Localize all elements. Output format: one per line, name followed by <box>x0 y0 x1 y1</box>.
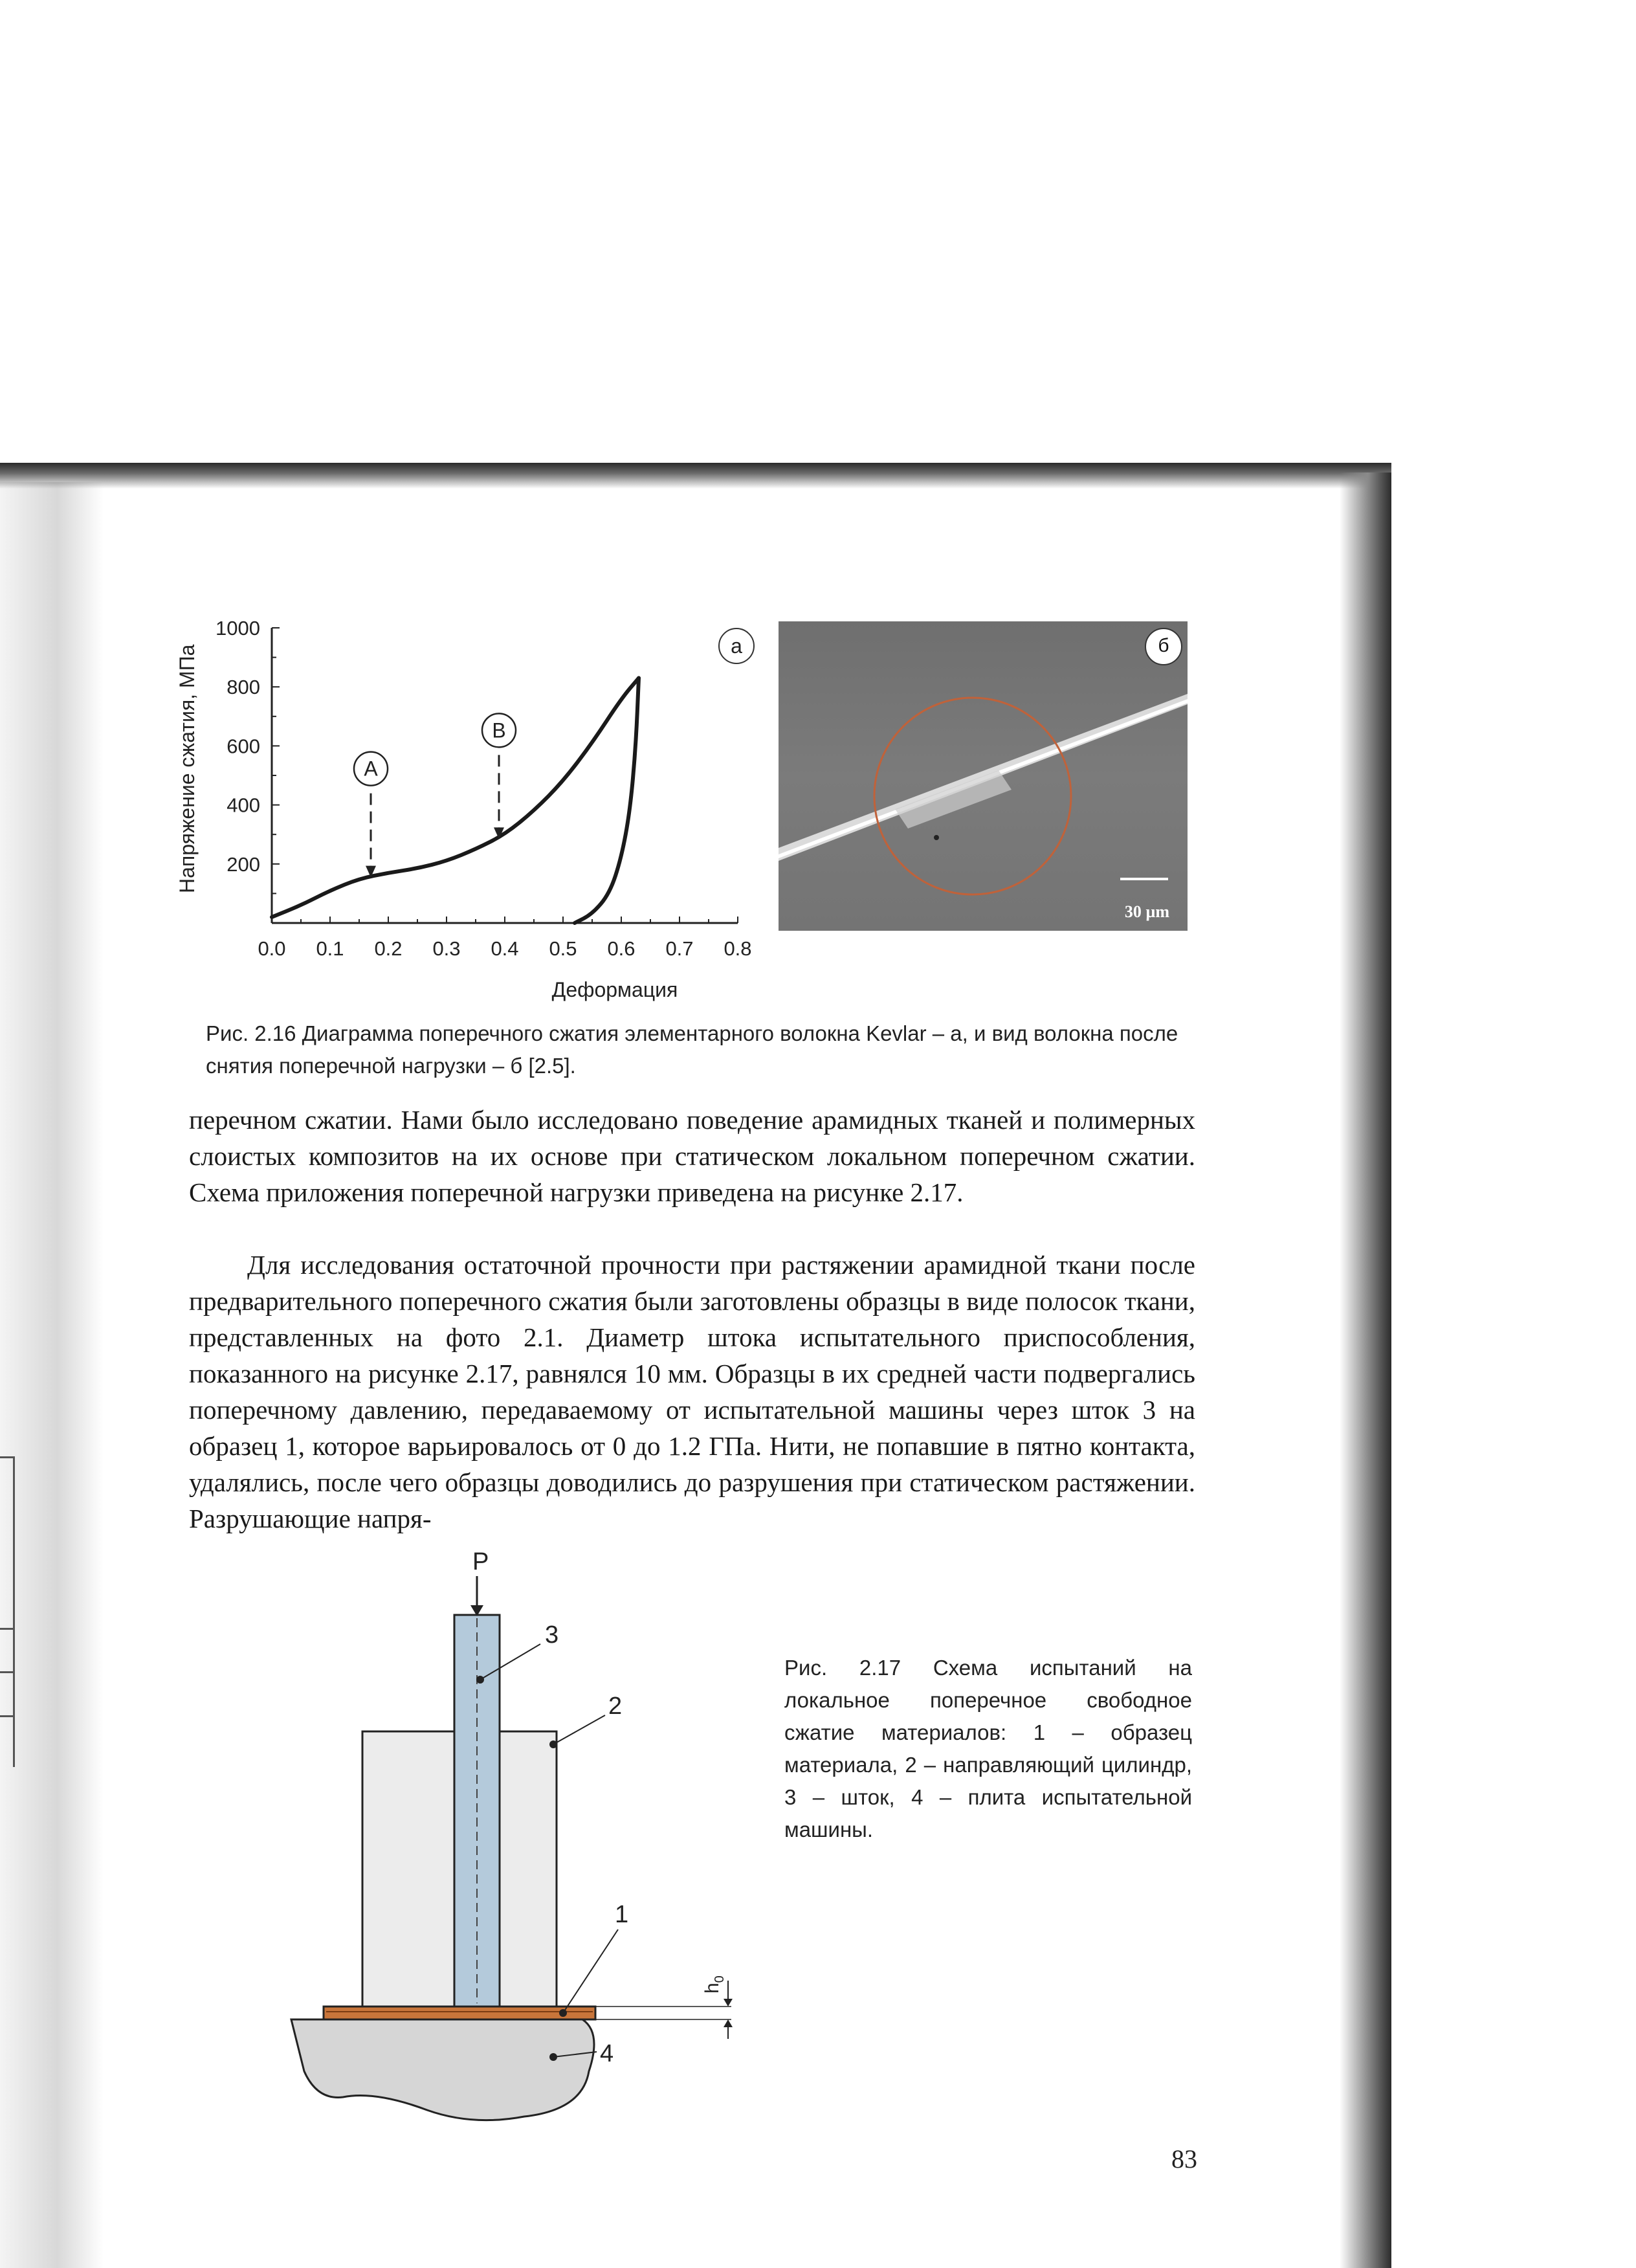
leader-dot <box>549 2053 557 2061</box>
x-tick-label: 0.4 <box>491 937 519 960</box>
sem-fiber-photo <box>779 621 1188 931</box>
label-4: 4 <box>600 2040 614 2067</box>
chart-annotations <box>354 713 516 877</box>
compression-chart <box>168 602 790 1016</box>
y-tick-label: 800 <box>227 676 260 699</box>
prev-page-line <box>0 1456 14 1458</box>
x-tick-label: 0.5 <box>549 937 577 960</box>
x-tick-label: 0.2 <box>374 937 403 960</box>
leader-1 <box>563 1929 618 2013</box>
x-tick-label: 0.6 <box>607 937 636 960</box>
panel-b-label: б <box>1145 628 1182 665</box>
panel-a-label: а <box>731 634 742 658</box>
sem-speck <box>934 835 939 840</box>
y-tick-label: 400 <box>227 794 260 817</box>
prev-page-line <box>0 1715 14 1717</box>
series-unloading <box>575 678 639 923</box>
label-2: 2 <box>608 1693 623 1720</box>
sem-fiber-image <box>779 621 1188 931</box>
y-tick-label: 600 <box>227 735 260 758</box>
leader-dot <box>559 2009 567 2017</box>
leader-dot <box>549 1740 557 1748</box>
prev-page-line <box>13 1456 15 1767</box>
figure-217-caption: Рис. 2.17 Схема испытаний на локальное поперечное свободное сжатие материалов: 1 – образец материала, 2 – направляющий цилиндр, 3 – шток, 4 – плита испытательной машины. <box>784 1656 1192 1841</box>
base-plate <box>291 2019 594 2120</box>
body-paragraph: перечном сжатии. Нами было исследовано поведение арамидных тканей и полимерных слоистых композитов на их основе при статическом локальном поперечном сжатии. Схема приложения поперечной нагрузки приведена на рисунке 2.17. <box>189 1105 1195 1207</box>
x-tick-label: 0.1 <box>316 937 344 960</box>
thickness-label: $h_0$ <box>702 1975 727 1994</box>
x-tick-label: 0.3 <box>432 937 461 960</box>
body-paragraph: Для исследования остаточной прочности при растяжении арамидной ткани после предварительного поперечного сжатия были заготовлены образцы в виде полосок ткани, представленных на фото 2.1. Диаметр штока испытательного приспособления, показанного на рисунке 2.17, равнялся 10 мм. Образцы в их средней части подвергались поперечному давлению, передаваемому от испытательной машины через шток 3 на образец 1, которое варьировалось от 0 до 1.2 ГПа. Нити, не попавшие в пятно контакта, удалялись, после чего образцы доводились до разрушения при статическом растяжении. Разрушающие напря- <box>189 1250 1195 1533</box>
scale-bar <box>1120 878 1168 880</box>
load-label: P <box>472 1548 489 1575</box>
dim-arrowhead <box>724 2019 733 2027</box>
prev-page-line <box>0 1628 14 1630</box>
test-scheme-diagram <box>278 1540 770 2123</box>
chart-y-ticks <box>216 617 280 893</box>
chart-x-label: Деформация <box>551 978 678 1001</box>
leader-2 <box>553 1715 605 1744</box>
page-right-shadow <box>1340 472 1391 2268</box>
chart-axes <box>272 628 738 923</box>
label-3: 3 <box>545 1621 559 1649</box>
x-tick-label: 0.8 <box>724 937 752 960</box>
chart-y-label: Напряжение сжатия, МПа <box>175 644 199 893</box>
dim-arrowhead <box>724 1999 733 2007</box>
series-loading <box>272 678 639 917</box>
x-tick-label: 0.7 <box>665 937 694 960</box>
x-tick-label: 0.0 <box>258 937 286 960</box>
leader-dot <box>476 1676 484 1684</box>
annotation-label: B <box>492 718 506 742</box>
page-top-shadow <box>0 463 1391 489</box>
label-1: 1 <box>615 1901 629 1928</box>
chart-series <box>272 678 639 923</box>
annotation-label: A <box>364 757 378 781</box>
y-tick-label: 200 <box>227 852 260 876</box>
page-number: 83 <box>1171 2144 1197 2174</box>
y-tick-label: 1000 <box>216 617 260 639</box>
figure-216-caption: Рис. 2.16 Диаграмма поперечного сжатия элементарного волокна Kevlar – а, и вид волокна после снятия поперечной нагрузки – б [2.5]. <box>206 1021 1178 1078</box>
prev-page-line <box>0 1671 14 1673</box>
sample <box>324 2007 595 2019</box>
page-gutter-shadow <box>0 482 104 2268</box>
scale-bar-label: 30 µm <box>1124 902 1169 921</box>
